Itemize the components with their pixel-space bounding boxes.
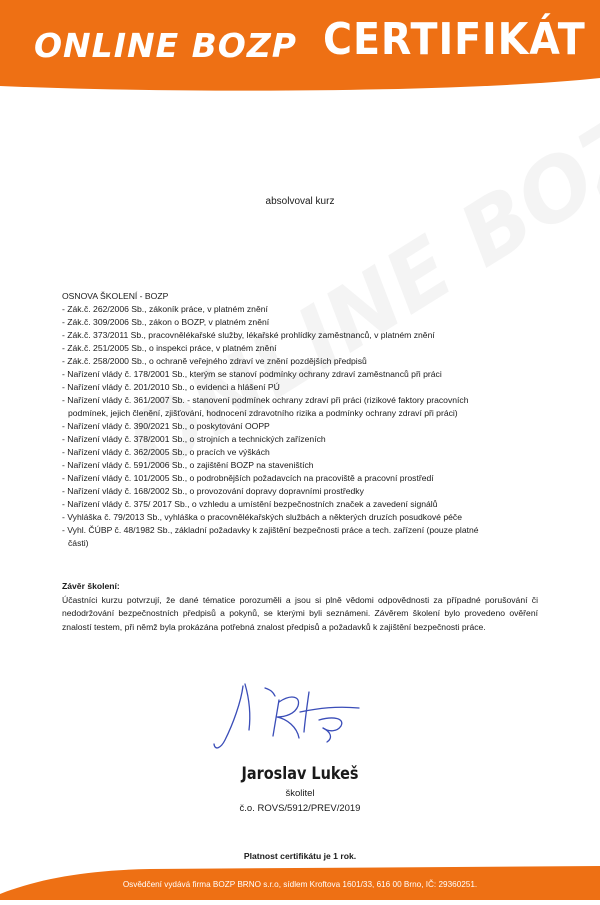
outline-item-continuation: podmínek, jejich členění, zjišťování, hodnocení zdravotního rizika a podmínky ochrany zdraví při práci) — [68, 408, 458, 418]
outline-item: - Vyhl. ČÚBP č. 48/1982 Sb., základní požadavky k zajištění bezpečnosti práce a tech. zařízení (pouze platné — [62, 525, 479, 535]
outline-item: - Nařízení vlády č. 168/2002 Sb., o provozování dopravy dopravními prostředky — [62, 486, 364, 496]
outline-item: - Nařízení vlády č. 591/2006 Sb., o zajištění BOZP na staveništích — [62, 460, 314, 470]
signatory-name: Jaroslav Lukeš — [241, 764, 359, 784]
outline-item: - Zák.č. 309/2006 Sb., zákon o BOZP, v platném znění — [62, 317, 270, 327]
completed-course-label: absolvoval kurz — [265, 196, 335, 207]
conclusion-text: Účastníci kurzu potvrzují, že dané tématice porozuměli a jsou si plně vědomi odpovědnosti za případné porušování či nedodržování bezpečnostních předpisů a pokynů, se kterými byli seznámeni. Závěrem školení bylo provedeno ověření znalostí testem, při němž byla prokázána potřebná znalost předpisů a požadavků k zajištění bezpečnosti práce. — [62, 594, 538, 632]
training-outline — [62, 290, 542, 550]
issuer-info: Osvědčení vydává firma BOZP BRNO s.r.o, sídlem Kroftova 1601/33, 616 00 Brno, IČ: 29360251. — [122, 880, 478, 889]
training-conclusion — [62, 580, 538, 634]
outline-item: - Nařízení vlády č. 201/2010 Sb., o evidenci a hlášení PÚ — [62, 382, 280, 392]
outline-item: - Zák.č. 258/2000 Sb., o ochraně veřejného zdraví ve znění pozdějších předpisů — [62, 356, 367, 366]
outline-item: - Nařízení vlády č. 101/2005 Sb., o podrobnějších požadavcích na pracoviště a pracovní prostředí — [62, 473, 434, 483]
outline-item: - Nařízení vlády č. 378/2001 Sb., o strojních a technických zařízeních — [62, 434, 326, 444]
outline-item: - Nařízení vlády č. 390/2021 Sb., o poskytování OOPP — [62, 421, 270, 431]
outline-item-continuation: části) — [68, 538, 89, 548]
certificate-validity: Platnost certifikátu je 1 rok. — [243, 851, 357, 861]
outline-item: - Nařízení vlády č. 178/2001 Sb., kterým se stanoví podmínky ochrany zdraví zaměstnanců při práci — [62, 369, 442, 379]
outline-item: - Nařízení vlády č. 375/ 2017 Sb., o vzhledu a umístění bezpečnostních značek a zavedení signálů — [62, 499, 438, 509]
outline-item: - Vyhláška č. 79/2013 Sb., vyhláška o pracovnělékařských službách a některých druzích posudkové péče — [62, 512, 462, 522]
outline-item: - Zák.č. 251/2005 Sb., o inspekci práce, v platném znění — [62, 343, 277, 353]
conclusion-title: Závěr školení: — [62, 581, 120, 591]
outline-item: - Nařízení vlády č. 361/2007 Sb. - stanovení podmínek ochrany zdraví při práci (rizikové faktory pracovních — [62, 395, 469, 405]
outline-heading: OSNOVA ŠKOLENÍ - BOZP — [62, 291, 169, 301]
handwritten-signature — [205, 672, 395, 767]
online-bozp-logo: ONLINE BOZP — [34, 26, 297, 65]
outline-item: - Zák.č. 373/2011 Sb., pracovnělékařské služby, lékařské prohlídky zaměstnanců, v platném znění — [62, 330, 435, 340]
outline-item: - Nařízení vlády č. 362/2005 Sb., o pracích ve výškách — [62, 447, 270, 457]
signatory-role: školitel — [285, 788, 315, 799]
certificate-title: CERTIFIKÁT — [323, 14, 586, 65]
signatory-license-number: č.o. ROVS/5912/PREV/2019 — [239, 803, 361, 814]
outline-item: - Zák.č. 262/2006 Sb., zákoník práce, v platném znění — [62, 304, 268, 314]
